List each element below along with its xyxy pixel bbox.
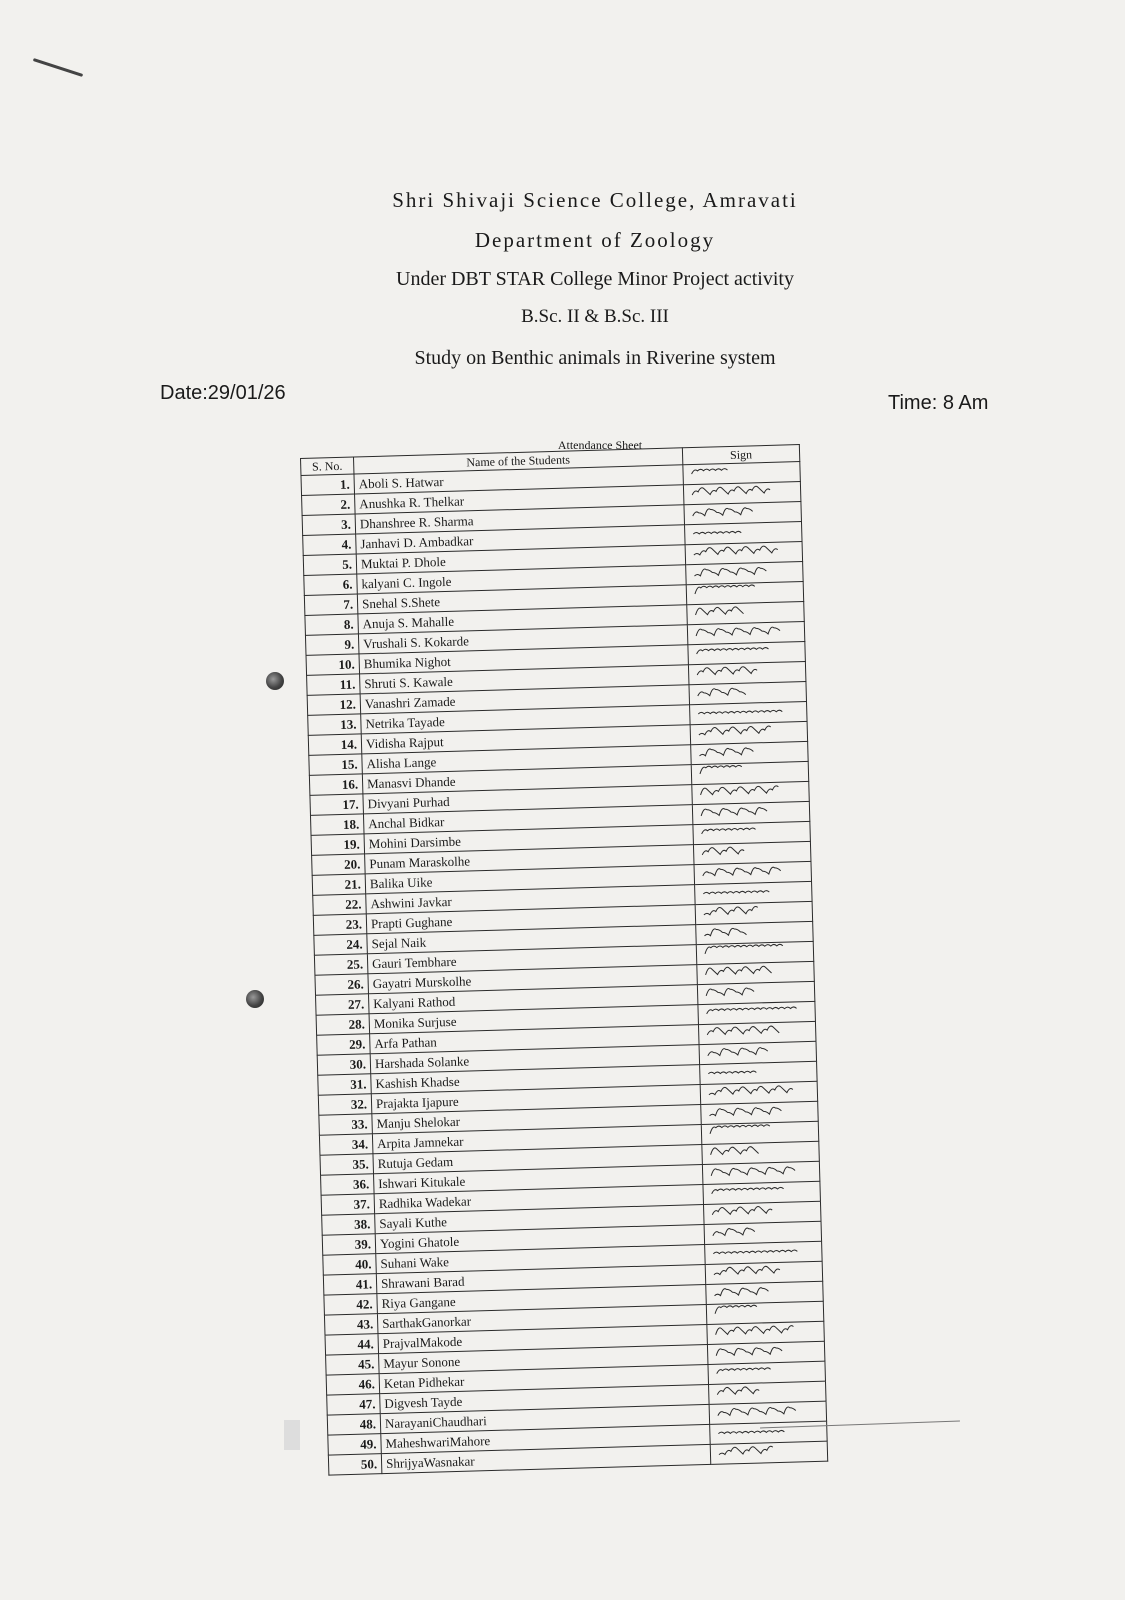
row-student-name: Ishwari Kitukale <box>374 1165 703 1194</box>
row-student-name: Snehal S.Shete <box>357 585 686 614</box>
sno-header: S. No. <box>301 457 354 475</box>
row-student-name: Mohini Darsimbe <box>364 825 693 854</box>
row-student-name: Mayur Sonone <box>379 1344 708 1373</box>
row-student-name: Sayali Kuthe <box>375 1205 704 1234</box>
signature-scribble <box>698 842 798 859</box>
row-student-name: Riya Gangane <box>377 1284 706 1313</box>
signature-scribble <box>695 722 795 739</box>
row-student-name: SarthakGanorkar <box>377 1304 706 1333</box>
time-label: Time: 8 Am <box>888 392 989 414</box>
row-serial: 12. <box>307 694 361 715</box>
signature-scribble <box>711 1322 811 1339</box>
row-serial: 50. <box>328 1454 382 1475</box>
signature-scribble <box>714 1402 814 1419</box>
row-signature <box>687 621 805 644</box>
row-signature <box>689 681 807 704</box>
row-serial: 17. <box>310 794 364 815</box>
row-student-name: Shruti S. Kawale <box>360 665 689 694</box>
row-signature <box>709 1401 827 1424</box>
row-serial: 34. <box>319 1134 373 1155</box>
signature-scribble <box>714 1422 814 1439</box>
row-student-name: Monika Surjuse <box>369 1005 698 1034</box>
row-signature <box>708 1361 826 1384</box>
row-signature <box>703 1181 821 1204</box>
row-student-name: Gauri Tembhare <box>367 945 696 974</box>
row-student-name: Kalyani Rathod <box>368 985 697 1014</box>
row-student-name: Anushka R. Thelkar <box>355 485 684 514</box>
signature-scribble <box>709 1222 809 1239</box>
row-signature <box>697 981 815 1004</box>
row-serial: 29. <box>317 1034 371 1055</box>
row-signature <box>690 701 808 724</box>
row-student-name: Netrika Tayade <box>361 705 690 734</box>
row-student-name: Punam Maraskolhe <box>365 845 694 874</box>
row-serial: 46. <box>326 1374 380 1395</box>
row-student-name: Vidisha Rajput <box>361 725 690 754</box>
row-serial: 45. <box>326 1354 380 1375</box>
row-signature <box>695 881 813 904</box>
row-student-name: Dhanshree R. Sharma <box>355 505 684 534</box>
signature-scribble <box>699 882 799 899</box>
row-signature <box>695 901 813 924</box>
signature-scribble <box>696 782 796 799</box>
signature-scribble <box>712 1362 812 1379</box>
signature-scribble <box>693 662 793 679</box>
signature-scribble <box>694 702 794 719</box>
row-serial: 22. <box>313 894 367 915</box>
signature-scribble <box>708 1202 808 1219</box>
signature-scribble <box>695 742 795 759</box>
row-student-name: Divyani Purhad <box>363 785 692 814</box>
row-signature <box>706 1281 824 1304</box>
signature-scribble <box>712 1342 812 1359</box>
row-signature <box>705 1241 823 1264</box>
row-signature <box>704 1221 822 1244</box>
row-serial: 6. <box>304 574 358 595</box>
sheet-title: Attendance Sheet <box>557 438 643 452</box>
row-serial: 10. <box>306 654 360 675</box>
department-name: Department of Zoology <box>474 228 716 252</box>
signature-scribble <box>702 982 802 999</box>
row-student-name: Manju Shelokar <box>372 1105 701 1134</box>
row-serial: 24. <box>314 934 368 955</box>
row-student-name: Radhika Wadekar <box>374 1185 703 1214</box>
signature-scribble <box>701 962 801 979</box>
signature-scribble <box>715 1442 815 1459</box>
row-signature <box>690 721 808 744</box>
row-serial: 18. <box>310 814 364 835</box>
row-signature <box>707 1321 825 1344</box>
row-signature <box>709 1381 827 1404</box>
row-signature <box>705 1261 823 1284</box>
project-name: Under DBT STAR College Minor Project activity <box>396 268 794 290</box>
sign-header: Sign <box>682 445 799 465</box>
row-student-name: Prapti Gughane <box>366 905 695 934</box>
row-serial: 8. <box>305 614 359 635</box>
row-signature <box>685 542 803 565</box>
row-signature <box>710 1421 828 1444</box>
signature-scribble <box>706 1142 806 1159</box>
row-student-name: Balika Uike <box>365 865 694 894</box>
signature-scribble <box>707 1182 807 1199</box>
row-serial: 3. <box>302 514 356 535</box>
signature-scribble <box>697 822 797 839</box>
row-signature <box>701 1101 819 1124</box>
row-serial: 47. <box>327 1394 381 1415</box>
row-student-name: Arpita Jamnekar <box>372 1125 701 1154</box>
signature-scribble <box>707 1162 807 1179</box>
signature-scribble <box>706 1122 806 1139</box>
row-serial: 36. <box>321 1174 375 1195</box>
row-student-name: Janhavi D. Ambadkar <box>356 525 685 554</box>
row-signature <box>686 562 804 585</box>
signature-scribble <box>687 462 787 479</box>
signature-scribble <box>710 1262 810 1279</box>
row-student-name: Muktai P. Dhole <box>356 545 685 574</box>
signature-scribble <box>690 542 790 559</box>
row-student-name: Prajakta Ijapure <box>371 1085 700 1114</box>
row-student-name: Anuja S. Mahalle <box>358 605 687 634</box>
row-student-name: Sejal Naik <box>367 925 696 954</box>
row-student-name: NarayaniChaudhari <box>380 1404 709 1433</box>
signature-scribble <box>709 1242 809 1259</box>
row-serial: 30. <box>317 1054 371 1075</box>
row-serial: 39. <box>322 1234 376 1255</box>
signature-scribble <box>710 1282 810 1299</box>
row-signature <box>698 1001 816 1024</box>
row-serial: 42. <box>324 1294 378 1315</box>
study-title: Study on Benthic animals in Riverine system <box>414 347 776 369</box>
row-signature <box>702 1161 820 1184</box>
row-serial: 25. <box>314 954 368 975</box>
name-header: Name of the Students <box>353 448 682 474</box>
signature-scribble <box>696 762 796 779</box>
signature-scribble <box>693 682 793 699</box>
row-serial: 48. <box>327 1414 381 1435</box>
row-signature <box>683 482 801 505</box>
signature-scribble <box>704 1062 804 1079</box>
signature-scribble <box>705 1102 805 1119</box>
signature-scribble <box>692 642 792 659</box>
signature-scribble <box>688 482 788 499</box>
row-student-name: Arfa Pathan <box>370 1025 699 1054</box>
row-serial: 15. <box>309 754 363 775</box>
signature-scribble <box>699 862 799 879</box>
class-names: B.Sc. II & B.Sc. III <box>521 306 669 327</box>
row-student-name: Suhani Wake <box>376 1245 705 1274</box>
row-student-name: Yogini Ghatole <box>375 1225 704 1254</box>
row-signature <box>700 1061 818 1084</box>
row-serial: 21. <box>312 874 366 895</box>
signature-scribble <box>697 802 797 819</box>
row-student-name: Ashwini Javkar <box>366 885 695 914</box>
row-student-name: PrajvalMakode <box>378 1324 707 1353</box>
row-serial: 44. <box>325 1334 379 1355</box>
row-signature <box>683 462 801 485</box>
row-student-name: Aboli S. Hatwar <box>354 465 683 494</box>
row-student-name: Kashish Khadse <box>371 1065 700 1094</box>
signature-scribble <box>692 622 792 639</box>
row-signature <box>688 641 806 664</box>
row-signature <box>697 961 815 984</box>
row-signature <box>691 761 809 784</box>
row-serial: 23. <box>313 914 367 935</box>
punch-hole <box>246 990 264 1008</box>
row-serial: 1. <box>301 474 355 495</box>
row-serial: 11. <box>307 674 361 695</box>
row-student-name: Alisha Lange <box>362 745 691 774</box>
row-serial: 33. <box>319 1114 373 1135</box>
signature-scribble <box>689 522 789 539</box>
row-signature <box>701 1121 819 1144</box>
signature-scribble <box>702 1002 802 1019</box>
row-signature <box>684 502 802 525</box>
row-serial: 16. <box>309 774 363 795</box>
row-student-name: Rutuja Gedam <box>373 1145 702 1174</box>
signature-scribble <box>690 562 790 579</box>
row-serial: 7. <box>304 594 358 615</box>
row-signature <box>698 1021 816 1044</box>
date-label: Date:29/01/26 <box>160 382 286 404</box>
college-name: Shri Shivaji Science College, Amravati <box>392 188 798 212</box>
row-student-name: Ketan Pidhekar <box>379 1364 708 1393</box>
row-student-name: kalyani C. Ingole <box>357 565 686 594</box>
row-serial: 31. <box>318 1074 372 1095</box>
pen-mark <box>33 58 83 77</box>
signature-scribble <box>713 1382 813 1399</box>
row-signature <box>692 781 810 804</box>
row-signature <box>704 1201 822 1224</box>
row-signature <box>710 1441 828 1464</box>
row-student-name: Gayatri Murskolhe <box>368 965 697 994</box>
row-signature <box>693 821 811 844</box>
row-serial: 35. <box>320 1154 374 1175</box>
row-serial: 14. <box>308 734 362 755</box>
row-student-name: MaheshwariMahore <box>381 1424 710 1453</box>
row-student-name: Manasvi Dhande <box>362 765 691 794</box>
row-student-name: Anchal Bidkar <box>363 805 692 834</box>
row-serial: 32. <box>318 1094 372 1115</box>
row-student-name: Digvesh Tayde <box>380 1384 709 1413</box>
row-signature <box>694 861 812 884</box>
row-serial: 41. <box>323 1274 377 1295</box>
row-serial: 27. <box>316 994 370 1015</box>
row-serial: 43. <box>324 1314 378 1335</box>
row-signature <box>691 741 809 764</box>
row-student-name: Bhumika Nighot <box>359 645 688 674</box>
row-serial: 26. <box>315 974 369 995</box>
signature-scribble <box>691 582 791 599</box>
signature-scribble <box>704 1042 804 1059</box>
row-student-name: Shrawani Barad <box>376 1265 705 1294</box>
row-signature <box>685 522 803 545</box>
signature-scribble <box>691 602 791 619</box>
row-signature <box>696 941 814 964</box>
row-student-name: Vanashri Zamade <box>360 685 689 714</box>
row-serial: 5. <box>303 554 357 575</box>
signature-scribble <box>688 502 788 519</box>
signature-scribble <box>701 942 801 959</box>
row-signature <box>693 841 811 864</box>
row-student-name: ShrijyaWasnakar <box>381 1444 710 1473</box>
signature-scribble <box>703 1022 803 1039</box>
row-serial: 2. <box>302 494 356 515</box>
punch-hole <box>266 672 284 690</box>
row-signature <box>706 1301 824 1324</box>
row-signature <box>687 601 805 624</box>
row-serial: 37. <box>321 1194 375 1215</box>
row-signature <box>699 1041 817 1064</box>
signature-scribble <box>700 902 800 919</box>
row-serial: 4. <box>303 534 357 555</box>
row-serial: 19. <box>311 834 365 855</box>
row-serial: 49. <box>328 1434 382 1455</box>
signature-scribble <box>705 1082 805 1099</box>
row-student-name: Harshada Solanke <box>370 1045 699 1074</box>
row-signature <box>707 1341 825 1364</box>
paper-edge <box>284 1420 300 1450</box>
row-signature <box>696 921 814 944</box>
row-serial: 40. <box>323 1254 377 1275</box>
row-serial: 28. <box>316 1014 370 1035</box>
row-signature <box>702 1141 820 1164</box>
attendance-table <box>300 444 828 1476</box>
row-student-name: Vrushali S. Kokarde <box>358 625 687 654</box>
signature-scribble <box>711 1302 811 1319</box>
signature-scribble <box>700 922 800 939</box>
row-signature <box>692 801 810 824</box>
row-signature <box>688 661 806 684</box>
row-signature <box>686 581 804 604</box>
row-serial: 9. <box>305 634 359 655</box>
row-serial: 38. <box>322 1214 376 1235</box>
row-signature <box>700 1081 818 1104</box>
row-serial: 20. <box>312 854 366 875</box>
row-serial: 13. <box>308 714 362 735</box>
